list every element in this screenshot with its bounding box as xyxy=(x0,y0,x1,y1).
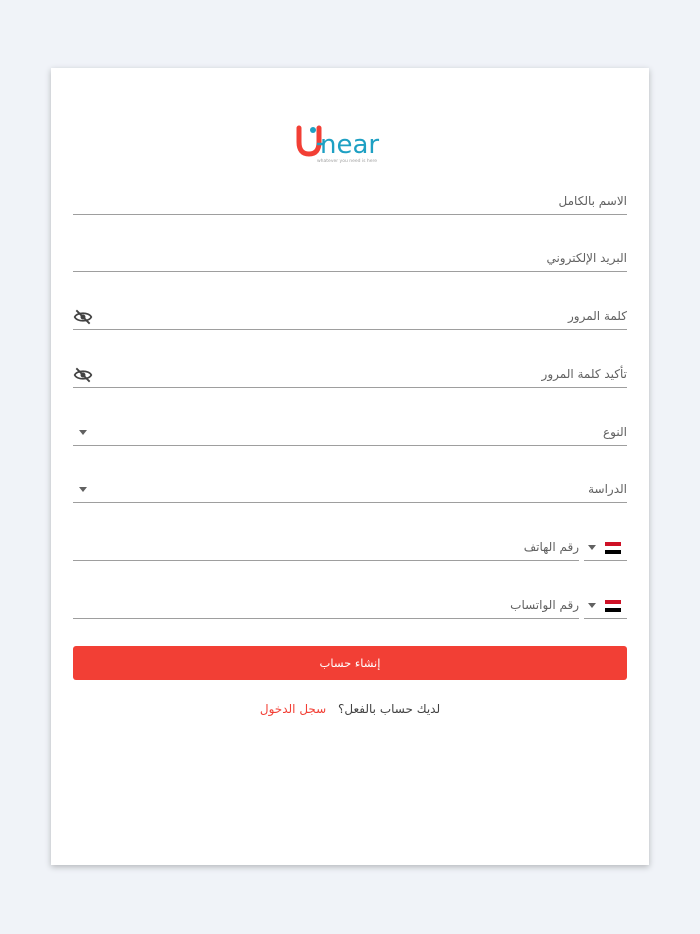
u-near-logo xyxy=(295,122,405,164)
whatsapp-field[interactable] xyxy=(73,588,579,619)
egypt-flag-icon xyxy=(605,542,621,554)
signup-card xyxy=(51,68,649,865)
full-name-field[interactable] xyxy=(73,184,627,215)
egypt-flag-icon xyxy=(605,600,621,612)
gender-label: النوع xyxy=(603,425,627,439)
logo xyxy=(51,122,649,164)
password-field[interactable] xyxy=(73,299,627,330)
create-account-button[interactable]: إنشاء حساب xyxy=(73,646,627,680)
caret-down-icon[interactable] xyxy=(79,430,87,435)
eye-off-icon[interactable] xyxy=(73,365,93,385)
signin-row xyxy=(51,702,649,716)
password-label: كلمة المرور xyxy=(567,309,627,323)
study-label: الدراسة xyxy=(588,482,627,496)
logo-tagline: whatever you need is here xyxy=(317,159,378,164)
signin-link[interactable]: سجل الدخول xyxy=(259,702,327,716)
logo-wordmark: near xyxy=(320,130,380,160)
whatsapp-label: رقم الواتساب xyxy=(510,598,579,612)
caret-down-icon[interactable] xyxy=(588,603,596,608)
email-label: البريد الإلكتروني xyxy=(546,251,627,265)
phone-country-select[interactable] xyxy=(584,530,627,561)
eye-off-icon[interactable] xyxy=(73,307,93,327)
caret-down-icon[interactable] xyxy=(588,545,596,550)
study-select[interactable] xyxy=(73,472,627,503)
gender-select[interactable] xyxy=(73,415,627,446)
phone-field[interactable] xyxy=(73,530,579,561)
confirm-password-label: تأكيد كلمة المرور xyxy=(541,367,627,381)
caret-down-icon[interactable] xyxy=(79,487,87,492)
email-field[interactable] xyxy=(73,241,627,272)
whatsapp-country-select[interactable] xyxy=(584,588,627,619)
full-name-label: الاسم بالكامل xyxy=(558,194,627,208)
have-account-text: لديك حساب بالفعل؟ xyxy=(338,702,441,716)
confirm-password-field[interactable] xyxy=(73,357,627,388)
phone-label: رقم الهاتف xyxy=(523,540,579,554)
